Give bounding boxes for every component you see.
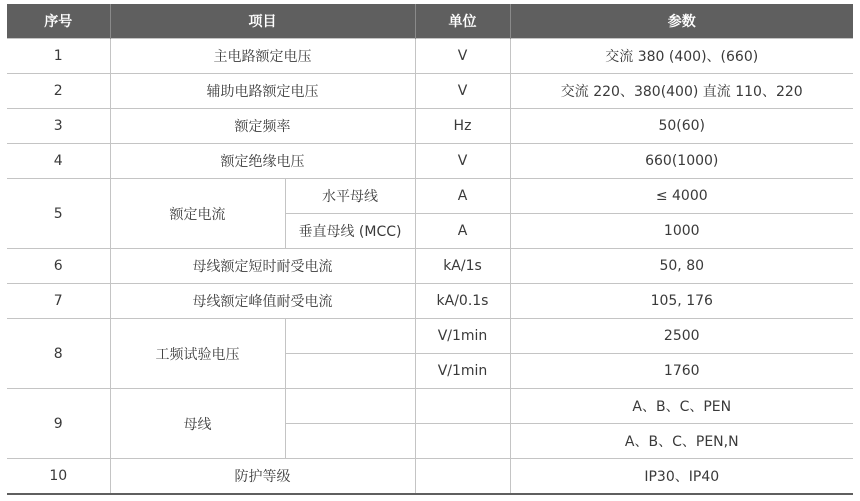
cell-param: ≤ 4000 [510, 179, 853, 214]
cell-no: 7 [7, 284, 110, 319]
cell-param: 交流 220、380(400) 直流 110、220 [510, 74, 853, 109]
table-row [7, 319, 853, 354]
cell-param: 105, 176 [510, 284, 853, 319]
cell-unit: V/1min [415, 354, 510, 389]
cell-no: 4 [7, 144, 110, 179]
header-unit: 单位 [415, 4, 510, 39]
table-row [7, 249, 853, 284]
cell-item: 主电路额定电压 [110, 39, 415, 74]
cell-no: 5 [7, 179, 110, 249]
cell-subitem: 垂直母线 (MCC) [285, 214, 415, 249]
cell-item: 工频试验电压 [110, 319, 285, 389]
cell-param: 2500 [510, 319, 853, 354]
header-param: 参数 [510, 4, 853, 39]
cell-no: 8 [7, 319, 110, 389]
cell-unit [415, 424, 510, 459]
cell-subitem: 水平母线 [285, 179, 415, 214]
cell-item: 母线 [110, 389, 285, 459]
cell-no: 10 [7, 459, 110, 495]
cell-unit: A [415, 179, 510, 214]
cell-no: 6 [7, 249, 110, 284]
cell-unit: V [415, 144, 510, 179]
table-row [7, 179, 853, 214]
cell-unit: V [415, 39, 510, 74]
cell-param: 50, 80 [510, 249, 853, 284]
table-row [7, 74, 853, 109]
cell-unit: kA/1s [415, 249, 510, 284]
cell-param: 1000 [510, 214, 853, 249]
cell-unit: V/1min [415, 319, 510, 354]
cell-item: 母线额定峰值耐受电流 [110, 284, 415, 319]
cell-param: IP30、IP40 [510, 459, 853, 495]
table-row [7, 39, 853, 74]
spec-table [7, 4, 853, 495]
cell-item: 防护等级 [110, 459, 415, 495]
cell-no: 2 [7, 74, 110, 109]
cell-unit: V [415, 74, 510, 109]
cell-param: 1760 [510, 354, 853, 389]
cell-unit [415, 459, 510, 495]
cell-param: A、B、C、PEN,N [510, 424, 853, 459]
cell-subitem [285, 389, 415, 424]
cell-subitem [285, 354, 415, 389]
cell-unit: Hz [415, 109, 510, 144]
cell-subitem [285, 424, 415, 459]
cell-item: 额定电流 [110, 179, 285, 249]
cell-no: 9 [7, 389, 110, 459]
table-row [7, 284, 853, 319]
cell-unit [415, 389, 510, 424]
cell-item: 辅助电路额定电压 [110, 74, 415, 109]
table-row [7, 144, 853, 179]
cell-param: 660(1000) [510, 144, 853, 179]
header-item: 项目 [110, 4, 415, 39]
cell-item: 额定绝缘电压 [110, 144, 415, 179]
table-row [7, 109, 853, 144]
header-no: 序号 [7, 4, 110, 39]
table-row [7, 459, 853, 495]
cell-param: 交流 380 (400)、(660) [510, 39, 853, 74]
cell-no: 1 [7, 39, 110, 74]
cell-param: 50(60) [510, 109, 853, 144]
cell-no: 3 [7, 109, 110, 144]
cell-unit: kA/0.1s [415, 284, 510, 319]
header-row [7, 4, 853, 39]
cell-item: 母线额定短时耐受电流 [110, 249, 415, 284]
cell-subitem [285, 319, 415, 354]
cell-item: 额定频率 [110, 109, 415, 144]
table-row [7, 389, 853, 424]
cell-unit: A [415, 214, 510, 249]
cell-param: A、B、C、PEN [510, 389, 853, 424]
